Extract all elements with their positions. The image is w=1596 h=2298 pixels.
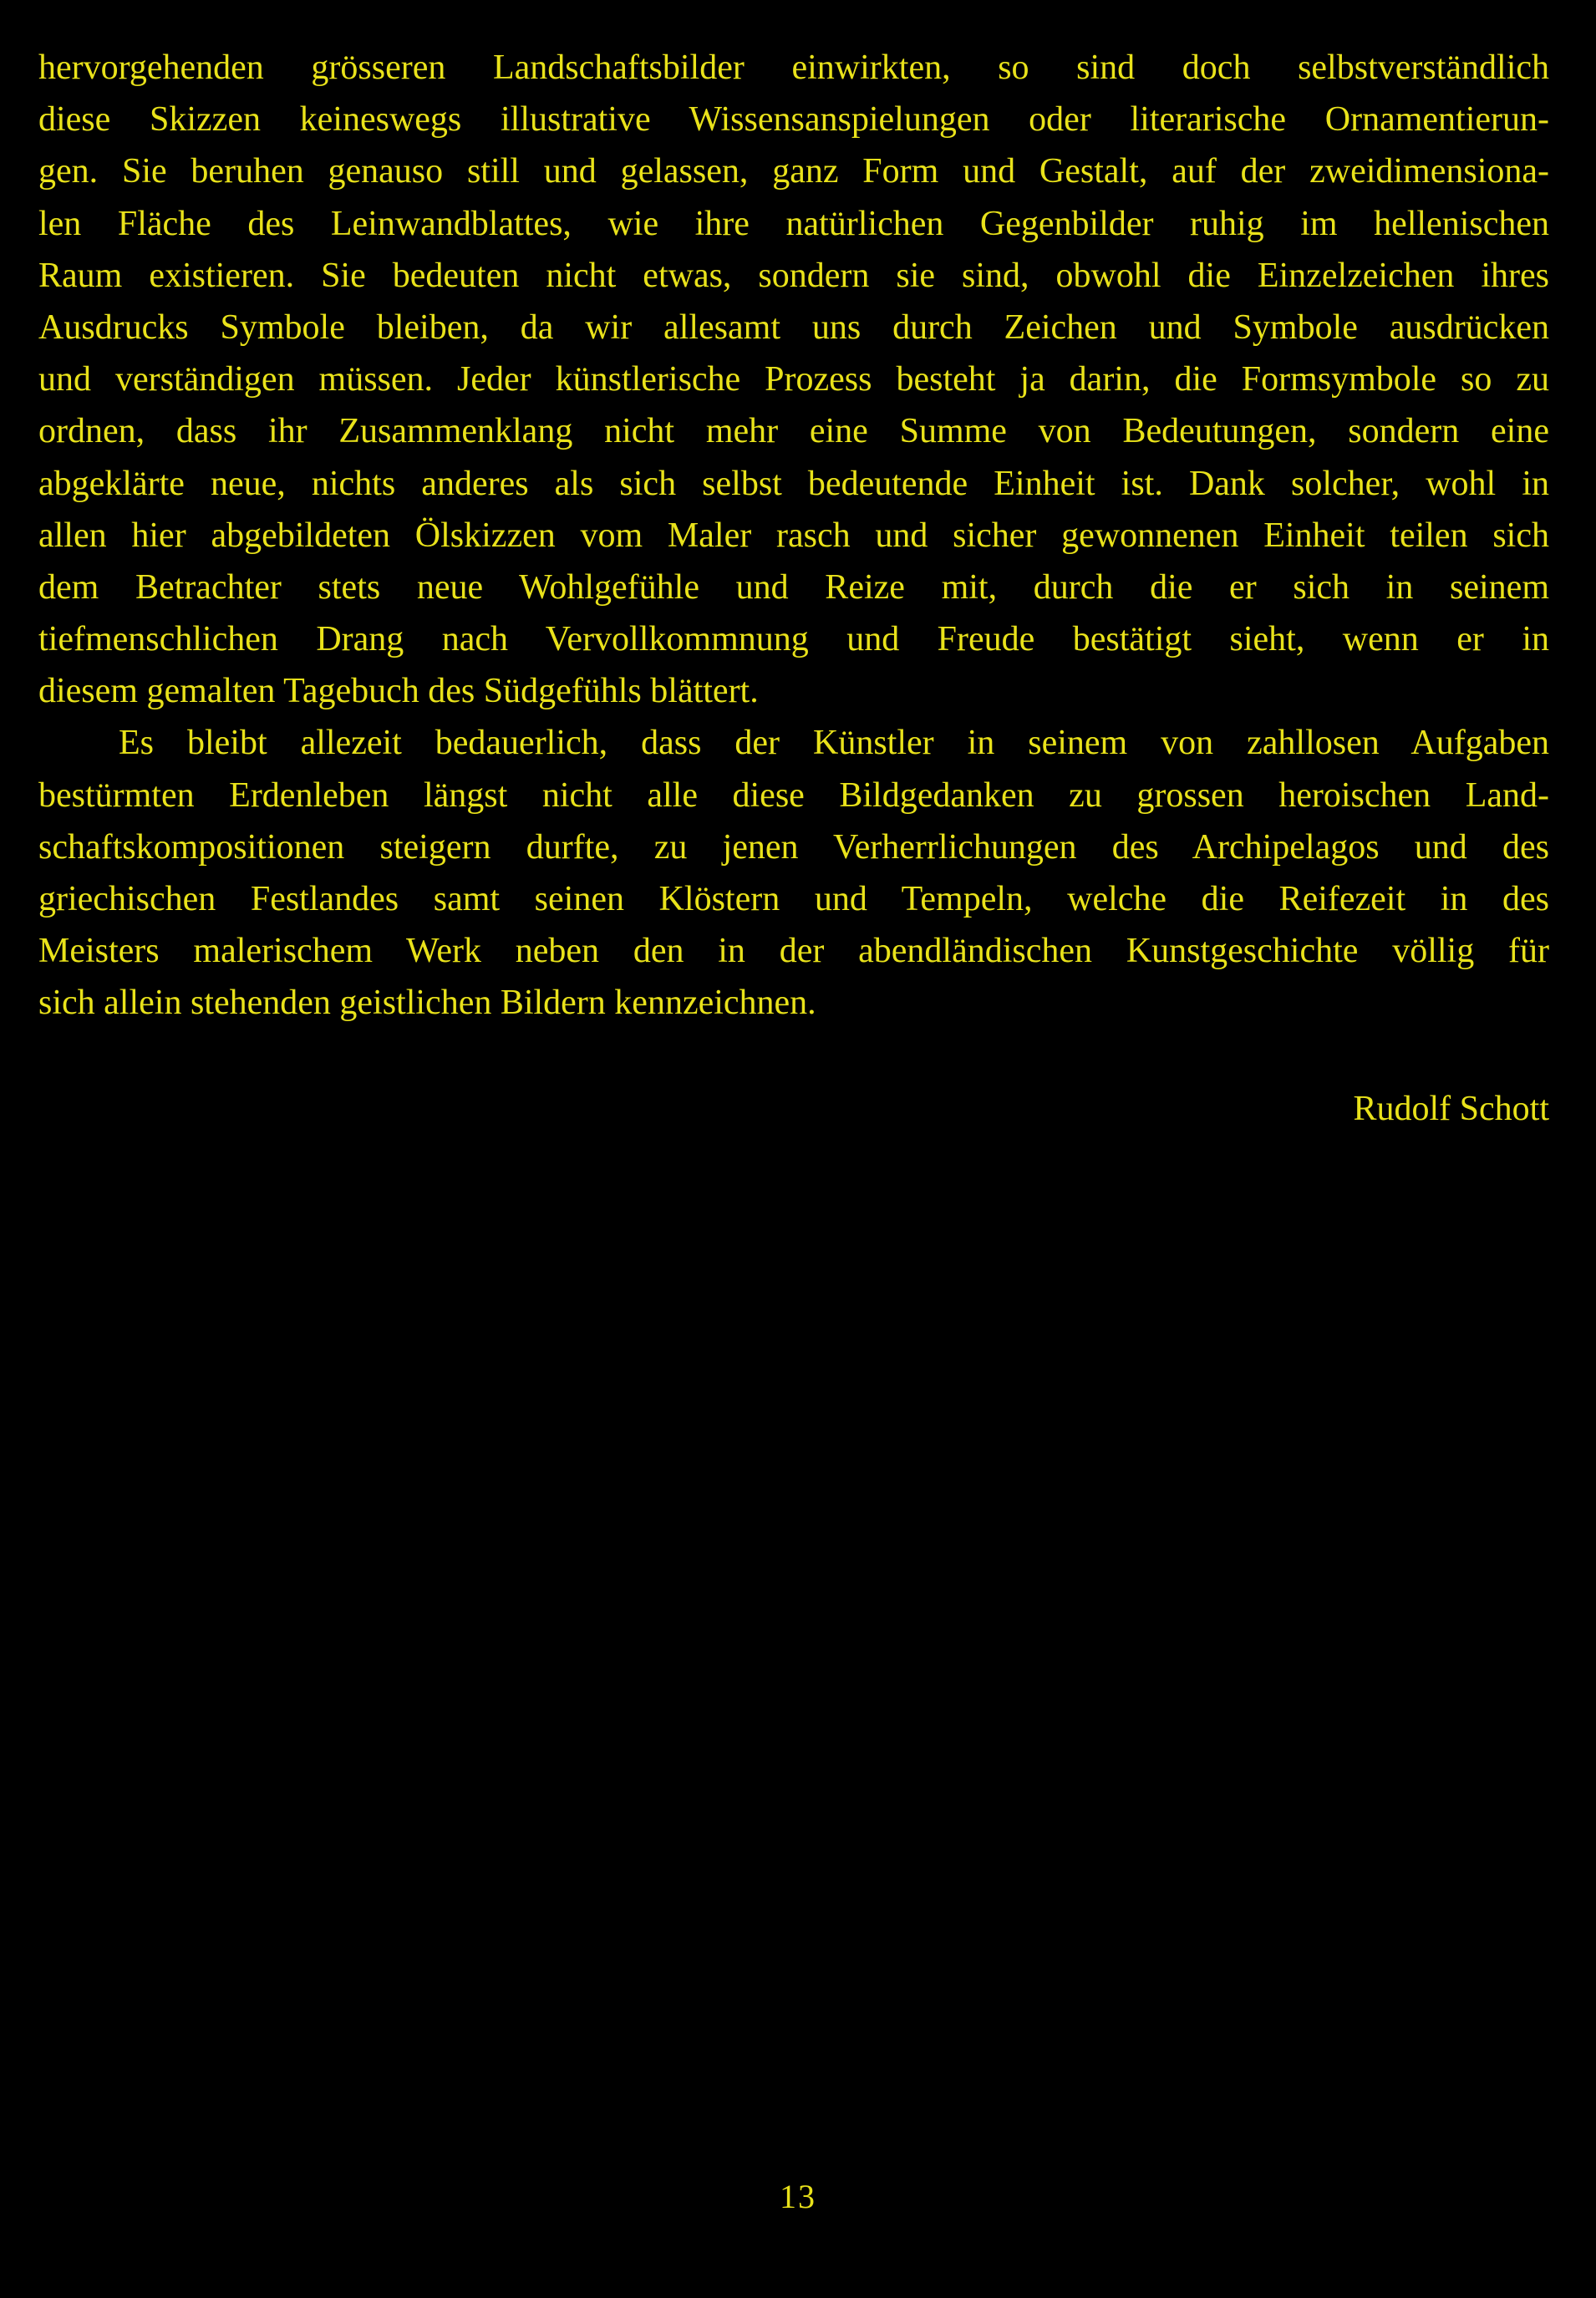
text-line: gen. Sie beruhen genauso still und gelassen, ganz Form und Gestalt, auf der zweidimensiona- xyxy=(38,152,1549,191)
text-line: hervorgehenden grösseren Landschaftsbilder einwirkten, so sind doch selbstverständlich xyxy=(38,48,1549,87)
text-line: und verständigen müssen. Jeder künstlerische Prozess besteht ja darin, die Formsymbole so zu xyxy=(38,360,1549,399)
author-signature: Rudolf Schott xyxy=(1353,1090,1549,1128)
text-line: len Fläche des Leinwandblattes, wie ihre natürlichen Gegenbilder ruhig im hellenischen xyxy=(38,204,1549,243)
body-text xyxy=(38,42,1549,1030)
text-line: allen hier abgebildeten Ölskizzen vom Maler rasch und sicher gewonnenen Einheit teilen sich xyxy=(38,516,1549,555)
text-line: Raum existieren. Sie bedeuten nicht etwas, sondern sie sind, obwohl die Einzelzeichen ihres xyxy=(38,256,1549,295)
text-line: bestürmten Erdenleben längst nicht alle diese Bildgedanken zu grossen heroischen Land- xyxy=(38,775,1549,815)
text-line: Es bleibt allezeit bedauerlich, dass der Künstler in seinem von zahllosen Aufgaben xyxy=(119,724,1549,763)
paragraph-2 xyxy=(38,717,1549,1029)
text-line: tiefmenschlichen Drang nach Vervollkommnung und Freude bestätigt sieht, wenn er in xyxy=(38,620,1549,659)
text-line: dem Betrachter stets neue Wohlgefühle und Reize mit, durch die er sich in seinem xyxy=(38,567,1549,607)
page-number: 13 xyxy=(780,2178,816,2215)
text-line: abgeklärte neue, nichts anderes als sich selbst bedeutende Einheit ist. Dank solcher, wohl in xyxy=(38,464,1549,503)
text-line: Meisters malerischem Werk neben den in der abendländischen Kunstgeschichte völlig für xyxy=(38,932,1549,971)
text-line: sich allein stehenden geistlichen Bildern kennzeichnen. xyxy=(38,984,816,1023)
text-line: schaftskompositionen steigern durfte, zu jenen Verherrlichungen des Archipelagos und des xyxy=(38,827,1549,867)
text-line: griechischen Festlandes samt seinen Klöstern und Tempeln, welche die Reifezeit in des xyxy=(38,880,1549,918)
text-line: Ausdrucks Symbole bleiben, da wir allesamt uns durch Zeichen und Symbole ausdrücken xyxy=(38,308,1549,347)
text-line: diese Skizzen keineswegs illustrative Wissensanspielungen oder literarische Ornamentierun- xyxy=(38,100,1549,140)
text-line: ordnen, dass ihr Zusammenklang nicht mehr eine Summe von Bedeutungen, sondern eine xyxy=(38,412,1549,451)
text-line: diesem gemalten Tagebuch des Südgefühls blättert. xyxy=(38,672,759,711)
paragraph-1 xyxy=(38,42,1549,717)
